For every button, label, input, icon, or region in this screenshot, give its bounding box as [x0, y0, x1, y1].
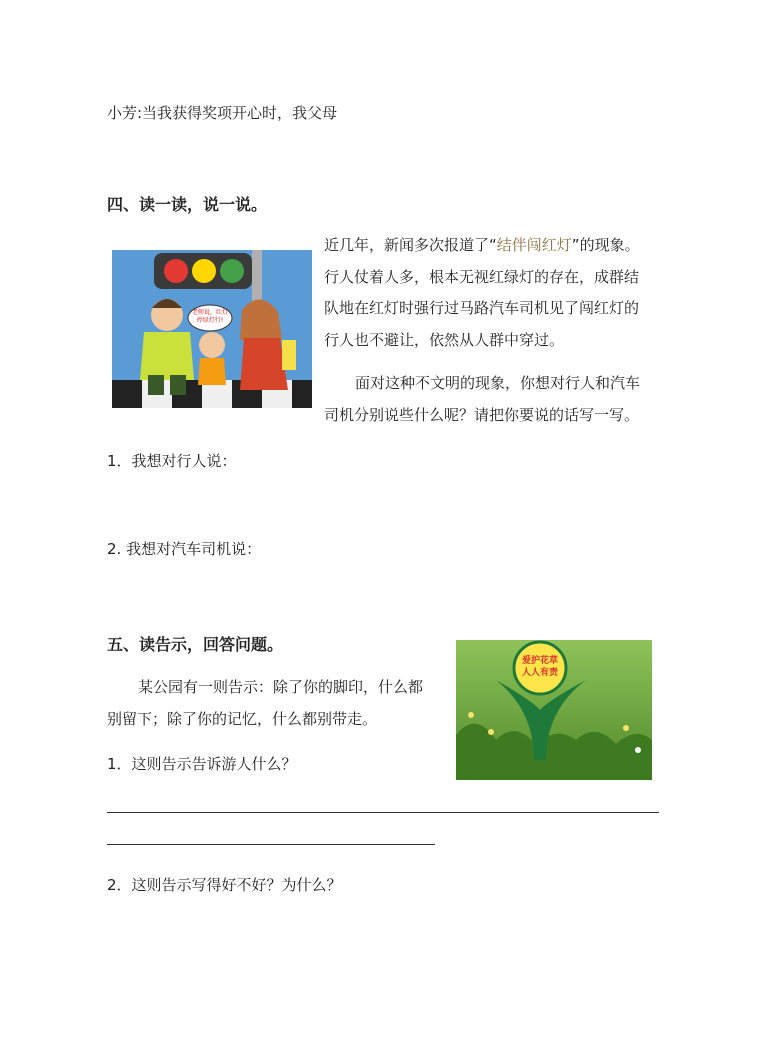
para-text: ”的现象。 — [571, 236, 640, 254]
section5-paragraph — [107, 672, 423, 735]
green-light-icon — [220, 259, 244, 283]
red-light-icon — [164, 259, 188, 283]
question-driver: 2. 我想对汽车司机说： — [107, 540, 262, 558]
question-notice-quality: 2．这则告示写得好不好？为什么？ — [107, 876, 342, 894]
traffic-light-illustration — [112, 250, 312, 408]
top-line: 小芳:当我获得奖项开心时，我父母 — [107, 104, 338, 122]
prompt-line: 面对这种不文明的现象，你想对行人和汽车 — [355, 374, 641, 392]
section4-heading: 四、读一读，说一说。 — [107, 195, 268, 214]
para-line: 队地在红灯时强行过马路汽车司机见了闯红灯的 — [324, 299, 640, 317]
quoted-phrase: 结伴闯红灯 — [496, 236, 572, 254]
section4-prompt — [324, 368, 640, 431]
yellow-light-icon — [192, 259, 216, 283]
para-line: 行人也不避让，依然从人群中穿过。 — [324, 330, 565, 349]
question-notice-meaning: 1．这则告示告诉游人什么？ — [107, 755, 297, 773]
para-line: 别留下；除了你的记忆，什么都别带走。 — [107, 709, 378, 728]
answer-line — [107, 844, 435, 845]
section4-paragraph — [324, 230, 640, 356]
sign-text-line: 爱护花草 — [521, 656, 558, 666]
sign-text — [518, 655, 562, 679]
traffic-light-illustration-svg — [112, 250, 312, 408]
prompt-line: 司机分别说些什么呢？请把你要说的话写一写。 — [324, 405, 640, 424]
answer-line — [107, 812, 659, 813]
speech-bubble-text: 老师说，红灯停绿灯行! — [192, 309, 229, 324]
para-line: 行人仗着人多，根本无视红绿灯的存在，成群结 — [324, 267, 640, 286]
question-pedestrian: 1．我想对行人说： — [107, 452, 237, 470]
para-line: 某公园有一则告示：除了你的脚印，什么都 — [138, 678, 424, 696]
park-sign-picture — [456, 640, 652, 780]
para-line — [324, 230, 640, 262]
section5-heading: 五、读告示，回答问题。 — [107, 635, 284, 654]
para-text: 近几年，新闻多次报道了“ — [324, 236, 497, 254]
sign-text-line: 人人有责 — [521, 668, 558, 678]
